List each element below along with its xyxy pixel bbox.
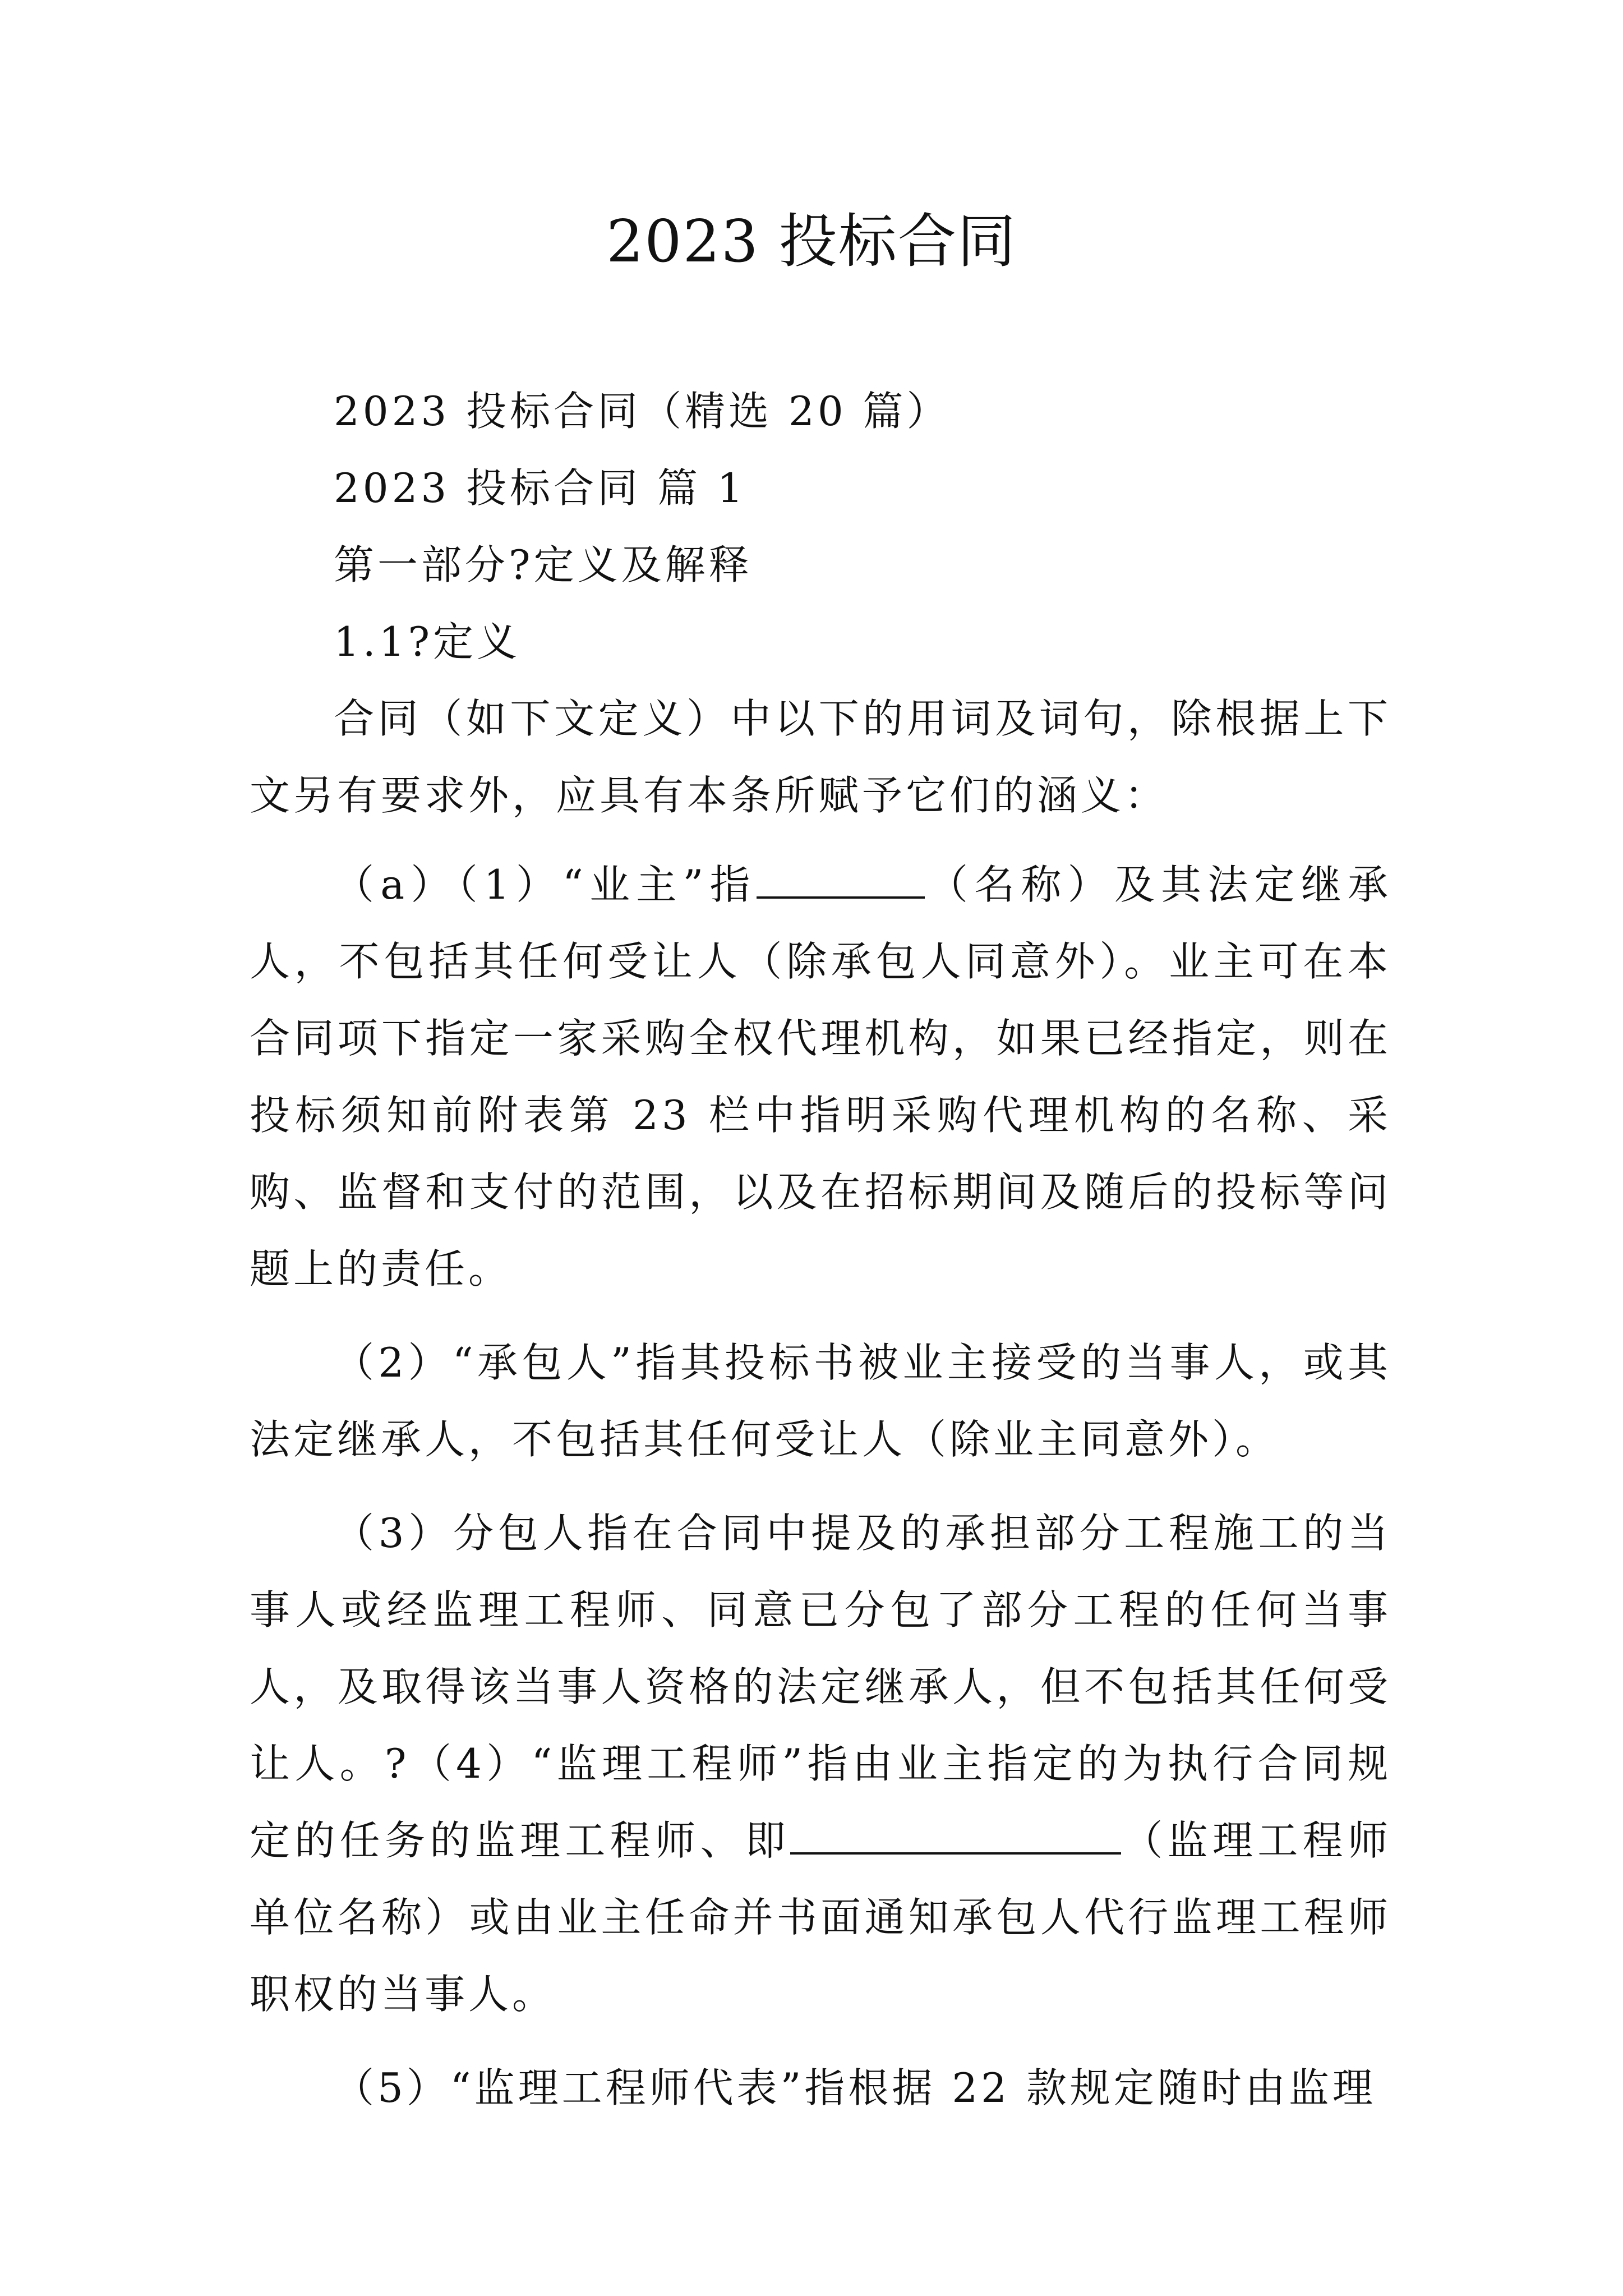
subcontractor-definition-rest: （监理工程师单位名称）或由业主任命并书面通知承包人代行监理工程师职权的当事人。 xyxy=(250,1817,1391,2018)
document-body xyxy=(250,373,1391,2127)
paragraph-subtitle: 2023 投标合同（精选 20 篇） xyxy=(334,388,951,435)
subcontractor-definition-lead: （3）分包人指在合同中提及的承担部分工程施工的当事人或经监理工程师、同意已分包了部分工程的任何当事人，及取得该当事人资格的法定继承人，但不包括其任何受让人。?（4）“监理工程师”指由业主指定的为执行合同规定的任务的监理工程师、即 xyxy=(250,1510,1391,1864)
paragraph-part-heading: 第一部分?定义及解释 xyxy=(334,541,753,588)
paragraph-clause-heading: 1.1?定义 xyxy=(334,618,521,665)
owner-definition-lead: （a）（1）“业主”指 xyxy=(334,861,757,908)
document-title: 2023 投标合同 xyxy=(606,207,1017,275)
owner-name-blank xyxy=(757,858,925,899)
paragraph-section-heading: 2023 投标合同 篇 1 xyxy=(334,464,746,512)
paragraph-definitions-intro: 合同（如下文定义）中以下的用词及词句，除根据上下文另有要求外，应具有本条所赋予它们的涵义： xyxy=(250,695,1391,819)
paragraph-contractor-definition: （2）“承包人”指其投标书被业主接受的当事人，或其法定继承人，不包括其任何受让人（除业主同意外）。 xyxy=(250,1339,1391,1463)
paragraph-owner-definition xyxy=(250,846,1391,1308)
engineer-unit-blank xyxy=(790,1814,1121,1855)
paragraph-engineer-representative: （5）“监理工程师代表”指根据 22 款规定随时由监理 xyxy=(334,2064,1376,2111)
paragraph-subcontractor-definition xyxy=(250,1495,1391,2033)
owner-definition-rest: （名称）及其法定继承人，不包括其任何受让人（除承包人同意外）。业主可在本合同项下指定一家采购全权代理机构，如果已经指定，则在投标须知前附表第 23 栏中指明采购代理机构的名称、采购、监督和支付的范围，以及在招标期间及随后的投标等问题上的责任。 xyxy=(250,861,1391,1292)
